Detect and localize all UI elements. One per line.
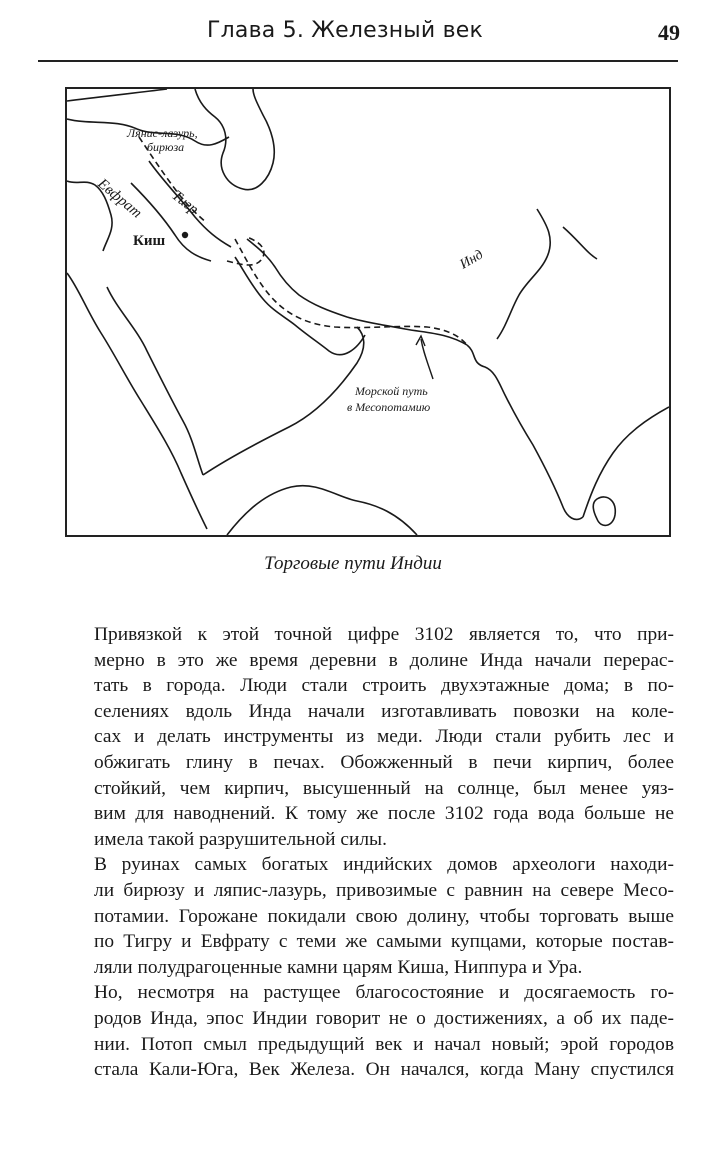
header-rule xyxy=(38,60,678,62)
india-west-coast xyxy=(467,345,583,519)
text-line: обжигать глину в печах. Обожженный в печи кирпич, более xyxy=(94,751,674,773)
sea-route-return xyxy=(227,237,264,265)
sri-lanka xyxy=(593,497,615,525)
caspian-sea-coast xyxy=(195,89,274,190)
text-line: ляли полудрагоценные камни царям Киша, Ниппура и Ура. xyxy=(94,956,583,978)
map-label-sea-route-1: Морской путь xyxy=(355,384,428,398)
map-label-euphrates: Евфрат xyxy=(94,175,145,222)
sea-route-arrow xyxy=(421,339,433,379)
iran-coast xyxy=(247,239,467,345)
indus-river xyxy=(497,209,550,339)
paragraph-1 xyxy=(63,622,674,852)
text-line: вим для наводнений. К тому же после 3102 года вода больше не xyxy=(94,803,674,825)
text-line: Привязкой к этой точной цифре 3102 является то, что при- xyxy=(94,624,674,645)
paragraph-2 xyxy=(63,852,674,980)
text-line: имела такой разрушительной силы. xyxy=(94,828,387,850)
map-label-sea-route-2: в Месопотамию xyxy=(347,400,431,414)
body-text xyxy=(63,622,674,1083)
text-line: стала Кали-Юга, Век Железа. Он начался, когда Ману спустился xyxy=(94,1059,674,1081)
text-line: тать в города. Люди стали строить двухэтажные дома; в по- xyxy=(94,675,674,697)
map-label-lapis: Лянис-лазурь, xyxy=(127,126,198,140)
text-line: потамии. Горожане покидали свою долину, чтобы торговать выше xyxy=(94,905,674,927)
text-line: родов Инда, эпос Индии говорит не о достижениях, а об их паде- xyxy=(94,1007,674,1029)
text-line: стойкий, чем кирпич, высушенный на солнце, был менее уяз- xyxy=(94,777,674,799)
indus-tributary xyxy=(563,227,597,259)
paragraph-3 xyxy=(63,980,674,1082)
sea-route xyxy=(235,239,467,345)
text-line: мерно в это же время деревни в долине Инда начали перерас- xyxy=(94,649,674,671)
text-line: Но, несмотря на растущее благосостояние и досягаемость го- xyxy=(94,982,674,1004)
map-drawing xyxy=(67,89,669,535)
persian-gulf-coast xyxy=(235,257,365,355)
text-line: ли бирюзу и ляпис-лазурь, привозимые с равнин на севере Месо- xyxy=(94,879,674,901)
map-caption: Торговые пути Индии xyxy=(264,553,442,574)
kish-marker xyxy=(182,232,188,238)
trade-routes-map xyxy=(65,87,671,537)
arabia-west-coast xyxy=(107,287,203,475)
map-label-kish: Киш xyxy=(133,233,166,249)
text-line: сах и делать инструменты из меди. Люди стали рубить лес и xyxy=(94,726,674,748)
page-number: 49 xyxy=(658,20,680,45)
chapter-title: Глава 5. Железный век xyxy=(207,18,483,43)
text-line: по Тигру и Евфрату с теми же самыми купцами, которые постав- xyxy=(94,931,674,953)
text-line: В руинах самых богатых индийских домов археологи находи- xyxy=(94,854,674,876)
map-label-turquoise: бирюза xyxy=(147,140,185,154)
text-line: селениях вдоль Инда начали изготавливать повозки на коле- xyxy=(94,700,674,722)
map-label-indus: Инд xyxy=(457,247,486,273)
arabia-south-coast xyxy=(203,327,364,475)
text-line: нии. Потоп смыл предыдущий век и начал новый; эрой городов xyxy=(94,1033,674,1055)
map-label-tigris: Тигр xyxy=(168,187,202,218)
